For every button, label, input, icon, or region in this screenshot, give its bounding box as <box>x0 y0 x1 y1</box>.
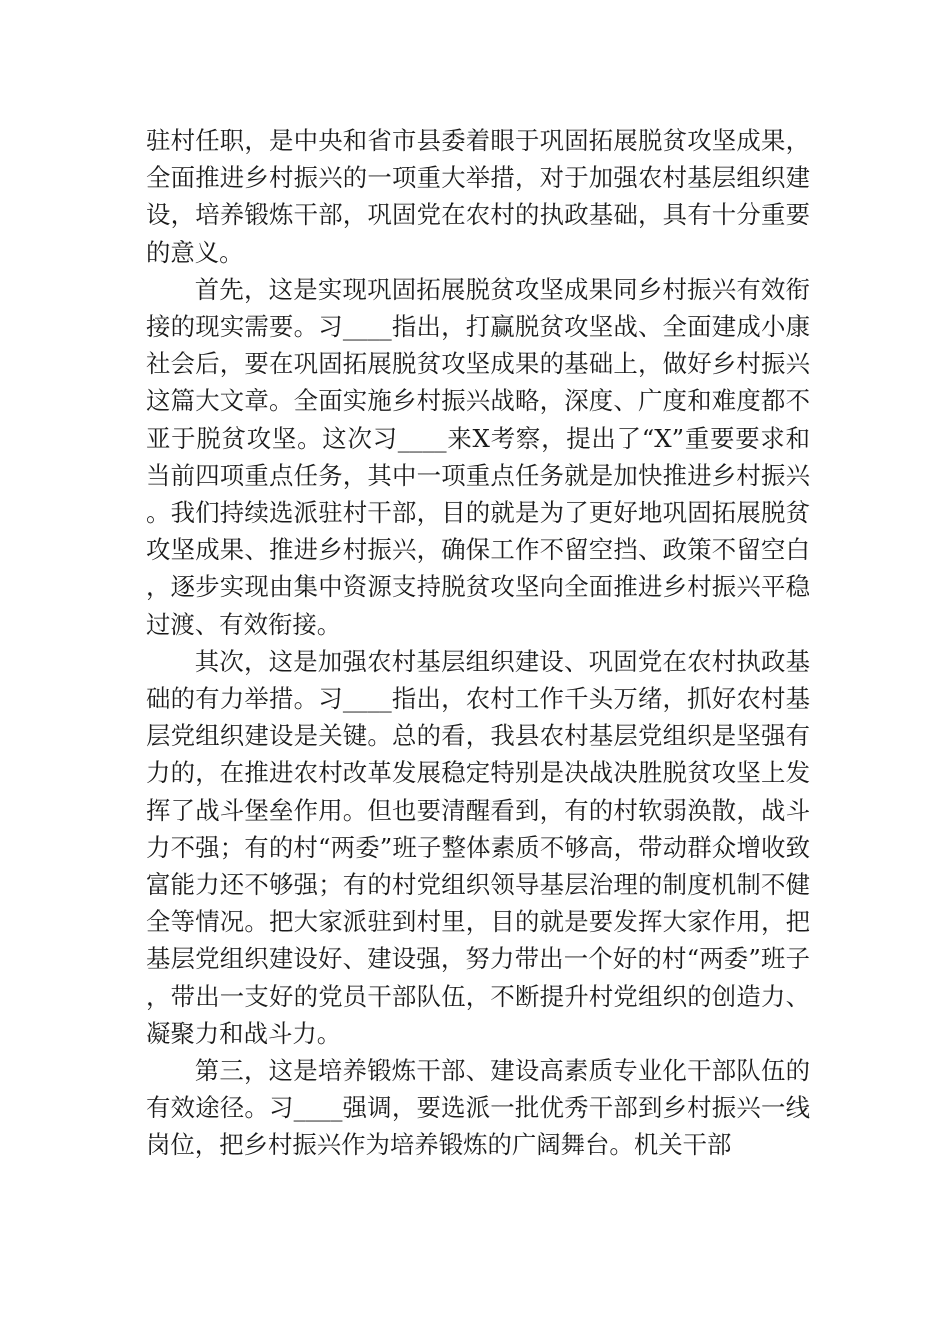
paragraph-second-point: 其次，这是加强农村基层组织建设、巩固党在农村执政基础的有力举措。习____指出，农村工作千头万绪，抓好农村基层党组织建设是关键。总的看，我县农村基层党组织是坚强有力的，在推进农村改革发展稳定特别是决战决胜脱贫攻坚上发挥了战斗堡垒作用。但也要清醒看到，有的村软弱涣散，战斗力不强；有的村“两委”班子整体素质不够高，带动群众增收致富能力还不够强；有的村党组织领导基层治理的制度机制不健全等情况。把大家派驻到村里，目的就是要发挥大家作用，把基层党组织建设好、建设强，努力带出一个好的村“两委”班子，带出一支好的党员干部队伍，不断提升村党组织的创造力、凝聚力和战斗力。 <box>146 646 810 1048</box>
document-page <box>146 122 810 1164</box>
paragraph-first-point: 首先，这是实现巩固拓展脱贫攻坚成果同乡村振兴有效衔接的现实需要。习____指出，打赢脱贫攻坚战、全面建成小康社会后，要在巩固拓展脱贫攻坚成果的基础上，做好乡村振兴这篇大文章。全面实施乡村振兴战略，深度、广度和难度都不亚于脱贫攻坚。这次习____来X考察，提出了“X”重要要求和当前四项重点任务，其中一项重点任务就是加快推进乡村振兴。我们持续选派驻村干部，目的就是为了更好地巩固拓展脱贫攻坚成果、推进乡村振兴，确保工作不留空挡、政策不留空白，逐步实现由集中资源支持脱贫攻坚向全面推进乡村振兴平稳过渡、有效衔接。 <box>146 274 810 639</box>
paragraph-intro: 驻村任职，是中央和省市县委着眼于巩固拓展脱贫攻坚成果，全面推进乡村振兴的一项重大举措，对于加强农村基层组织建设，培养锻炼干部，巩固党在农村的执政基础，具有十分重要的意义。 <box>146 126 810 267</box>
paragraph-third-point: 第三，这是培养锻炼干部、建设高素质专业化干部队伍的有效途径。习____强调，要选派一批优秀干部到乡村振兴一线岗位，把乡村振兴作为培养锻炼的广阔舞台。机关干部 <box>146 1056 810 1160</box>
